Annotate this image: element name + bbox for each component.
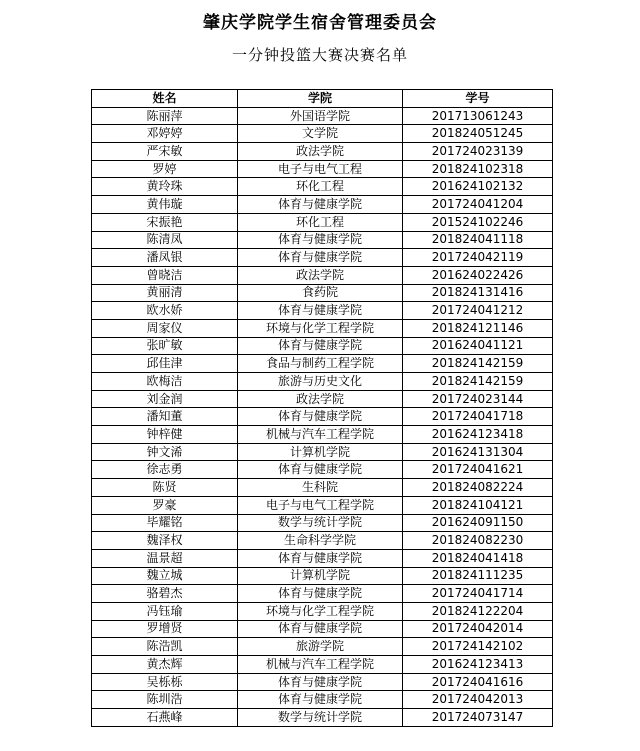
cell-student-id: 201524102246 — [403, 213, 553, 231]
cell-college: 环化工程 — [238, 213, 403, 231]
cell-name: 曾晓洁 — [92, 266, 238, 284]
cell-college: 体育与健康学院 — [238, 673, 403, 691]
column-header-student-id: 学号 — [403, 90, 553, 108]
table-row — [92, 213, 553, 231]
cell-college: 生科院 — [238, 479, 403, 497]
cell-student-id: 201824142159 — [403, 355, 553, 373]
cell-college: 数学与统计学院 — [238, 709, 403, 727]
table-row — [92, 231, 553, 249]
cell-college: 环境与化学工程学院 — [238, 319, 403, 337]
table-row — [92, 514, 553, 532]
cell-name: 魏立城 — [92, 567, 238, 585]
cell-student-id: 201724041616 — [403, 673, 553, 691]
cell-name: 毕耀铭 — [92, 514, 238, 532]
cell-name: 钟梓健 — [92, 426, 238, 444]
table-row — [92, 656, 553, 674]
cell-student-id: 201824122204 — [403, 602, 553, 620]
table-row — [92, 125, 553, 143]
table-row — [92, 673, 553, 691]
cell-name: 刘金润 — [92, 390, 238, 408]
cell-college: 体育与健康学院 — [238, 302, 403, 320]
cell-college: 旅游与历史文化 — [238, 373, 403, 391]
cell-student-id: 201624131304 — [403, 443, 553, 461]
table-row — [92, 567, 553, 585]
column-header-name: 姓名 — [92, 90, 238, 108]
cell-student-id: 201824104121 — [403, 496, 553, 514]
cell-name: 罗豪 — [92, 496, 238, 514]
table-row — [92, 479, 553, 497]
cell-name: 吴栎栎 — [92, 673, 238, 691]
table-row — [92, 337, 553, 355]
cell-student-id: 201624123418 — [403, 426, 553, 444]
cell-student-id: 201824102318 — [403, 160, 553, 178]
cell-name: 陈清凤 — [92, 231, 238, 249]
cell-student-id: 201724041718 — [403, 408, 553, 426]
cell-college: 体育与健康学院 — [238, 549, 403, 567]
cell-college: 体育与健康学院 — [238, 408, 403, 426]
cell-student-id: 201824082224 — [403, 479, 553, 497]
table-row — [92, 709, 553, 727]
cell-college: 外国语学院 — [238, 107, 403, 125]
table-row — [92, 284, 553, 302]
cell-college: 政法学院 — [238, 266, 403, 284]
cell-name: 欧水娇 — [92, 302, 238, 320]
table-row — [92, 602, 553, 620]
cell-name: 欧梅洁 — [92, 373, 238, 391]
column-header-college: 学院 — [238, 90, 403, 108]
cell-student-id: 201624041121 — [403, 337, 553, 355]
table-row — [92, 107, 553, 125]
cell-student-id: 201624102132 — [403, 178, 553, 196]
table-row — [92, 408, 553, 426]
cell-name: 邱佳津 — [92, 355, 238, 373]
table-row — [92, 585, 553, 603]
cell-college: 机械与汽车工程学院 — [238, 426, 403, 444]
cell-name: 冯钰瑜 — [92, 602, 238, 620]
table-row — [92, 355, 553, 373]
cell-student-id: 201713061243 — [403, 107, 553, 125]
table-row — [92, 143, 553, 161]
cell-student-id: 201824041118 — [403, 231, 553, 249]
cell-college: 体育与健康学院 — [238, 691, 403, 709]
cell-student-id: 201724042013 — [403, 691, 553, 709]
cell-name: 黄伟璇 — [92, 196, 238, 214]
cell-name: 潘凤银 — [92, 249, 238, 267]
cell-college: 文学院 — [238, 125, 403, 143]
table-row — [92, 461, 553, 479]
table-row — [92, 178, 553, 196]
table-row — [92, 390, 553, 408]
table-row — [92, 532, 553, 550]
cell-student-id: 201724023144 — [403, 390, 553, 408]
table-row — [92, 691, 553, 709]
cell-name: 陈浩凯 — [92, 638, 238, 656]
table-row — [92, 160, 553, 178]
cell-student-id: 201824111235 — [403, 567, 553, 585]
table-row — [92, 302, 553, 320]
cell-name: 温景超 — [92, 549, 238, 567]
cell-name: 张旷敏 — [92, 337, 238, 355]
cell-student-id: 201624091150 — [403, 514, 553, 532]
table-row — [92, 426, 553, 444]
cell-name: 石燕峰 — [92, 709, 238, 727]
cell-student-id: 201824142159 — [403, 373, 553, 391]
cell-name: 罗婷 — [92, 160, 238, 178]
cell-college: 旅游学院 — [238, 638, 403, 656]
cell-college: 机械与汽车工程学院 — [238, 656, 403, 674]
cell-name: 徐志勇 — [92, 461, 238, 479]
table-row — [92, 496, 553, 514]
cell-name: 陈丽萍 — [92, 107, 238, 125]
cell-name: 黄杰辉 — [92, 656, 238, 674]
cell-college: 计算机学院 — [238, 443, 403, 461]
cell-college: 体育与健康学院 — [238, 196, 403, 214]
cell-college: 政法学院 — [238, 143, 403, 161]
cell-college: 电子与电气工程 — [238, 160, 403, 178]
cell-college: 政法学院 — [238, 390, 403, 408]
cell-college: 环境与化学工程学院 — [238, 602, 403, 620]
cell-name: 潘知董 — [92, 408, 238, 426]
cell-college: 食药院 — [238, 284, 403, 302]
cell-college: 食品与制药工程学院 — [238, 355, 403, 373]
cell-college: 生命科学学院 — [238, 532, 403, 550]
cell-name: 魏泽权 — [92, 532, 238, 550]
cell-college: 体育与健康学院 — [238, 585, 403, 603]
table-row — [92, 196, 553, 214]
cell-name: 骆碧杰 — [92, 585, 238, 603]
table-header-row — [92, 90, 553, 108]
cell-college: 体育与健康学院 — [238, 231, 403, 249]
roster-table — [91, 89, 553, 727]
cell-college: 体育与健康学院 — [238, 461, 403, 479]
cell-name: 邓婷婷 — [92, 125, 238, 143]
cell-student-id: 201824041418 — [403, 549, 553, 567]
page-title: 肇庆学院学生宿舍管理委员会 — [203, 13, 437, 33]
cell-name: 宋振艳 — [92, 213, 238, 231]
table-row — [92, 620, 553, 638]
cell-name: 周家仪 — [92, 319, 238, 337]
cell-college: 计算机学院 — [238, 567, 403, 585]
cell-college: 环化工程 — [238, 178, 403, 196]
table-row — [92, 638, 553, 656]
cell-student-id: 201824121146 — [403, 319, 553, 337]
cell-name: 陈贤 — [92, 479, 238, 497]
cell-student-id: 201724073147 — [403, 709, 553, 727]
cell-student-id: 201724042014 — [403, 620, 553, 638]
cell-college: 数学与统计学院 — [238, 514, 403, 532]
cell-name: 黄玲珠 — [92, 178, 238, 196]
cell-name: 罗增贤 — [92, 620, 238, 638]
cell-student-id: 201724042119 — [403, 249, 553, 267]
cell-student-id: 201724041621 — [403, 461, 553, 479]
cell-college: 电子与电气工程学院 — [238, 496, 403, 514]
cell-student-id: 201824082230 — [403, 532, 553, 550]
cell-name: 严宋敏 — [92, 143, 238, 161]
table-body — [92, 107, 553, 726]
cell-name: 陈圳浩 — [92, 691, 238, 709]
cell-student-id: 201624123413 — [403, 656, 553, 674]
table-row — [92, 249, 553, 267]
table-row — [92, 549, 553, 567]
cell-student-id: 201724041714 — [403, 585, 553, 603]
cell-student-id: 201824131416 — [403, 284, 553, 302]
cell-student-id: 201724041204 — [403, 196, 553, 214]
cell-student-id: 201724041212 — [403, 302, 553, 320]
cell-name: 黄丽清 — [92, 284, 238, 302]
cell-name: 钟文浠 — [92, 443, 238, 461]
table-row — [92, 266, 553, 284]
cell-student-id: 201724142102 — [403, 638, 553, 656]
cell-student-id: 201824051245 — [403, 125, 553, 143]
cell-college: 体育与健康学院 — [238, 249, 403, 267]
cell-student-id: 201724023139 — [403, 143, 553, 161]
cell-college: 体育与健康学院 — [238, 337, 403, 355]
cell-student-id: 201624022426 — [403, 266, 553, 284]
table-row — [92, 443, 553, 461]
table-row — [92, 319, 553, 337]
cell-college: 体育与健康学院 — [238, 620, 403, 638]
page-subtitle: 一分钟投篮大赛决赛名单 — [231, 46, 408, 64]
table-row — [92, 373, 553, 391]
